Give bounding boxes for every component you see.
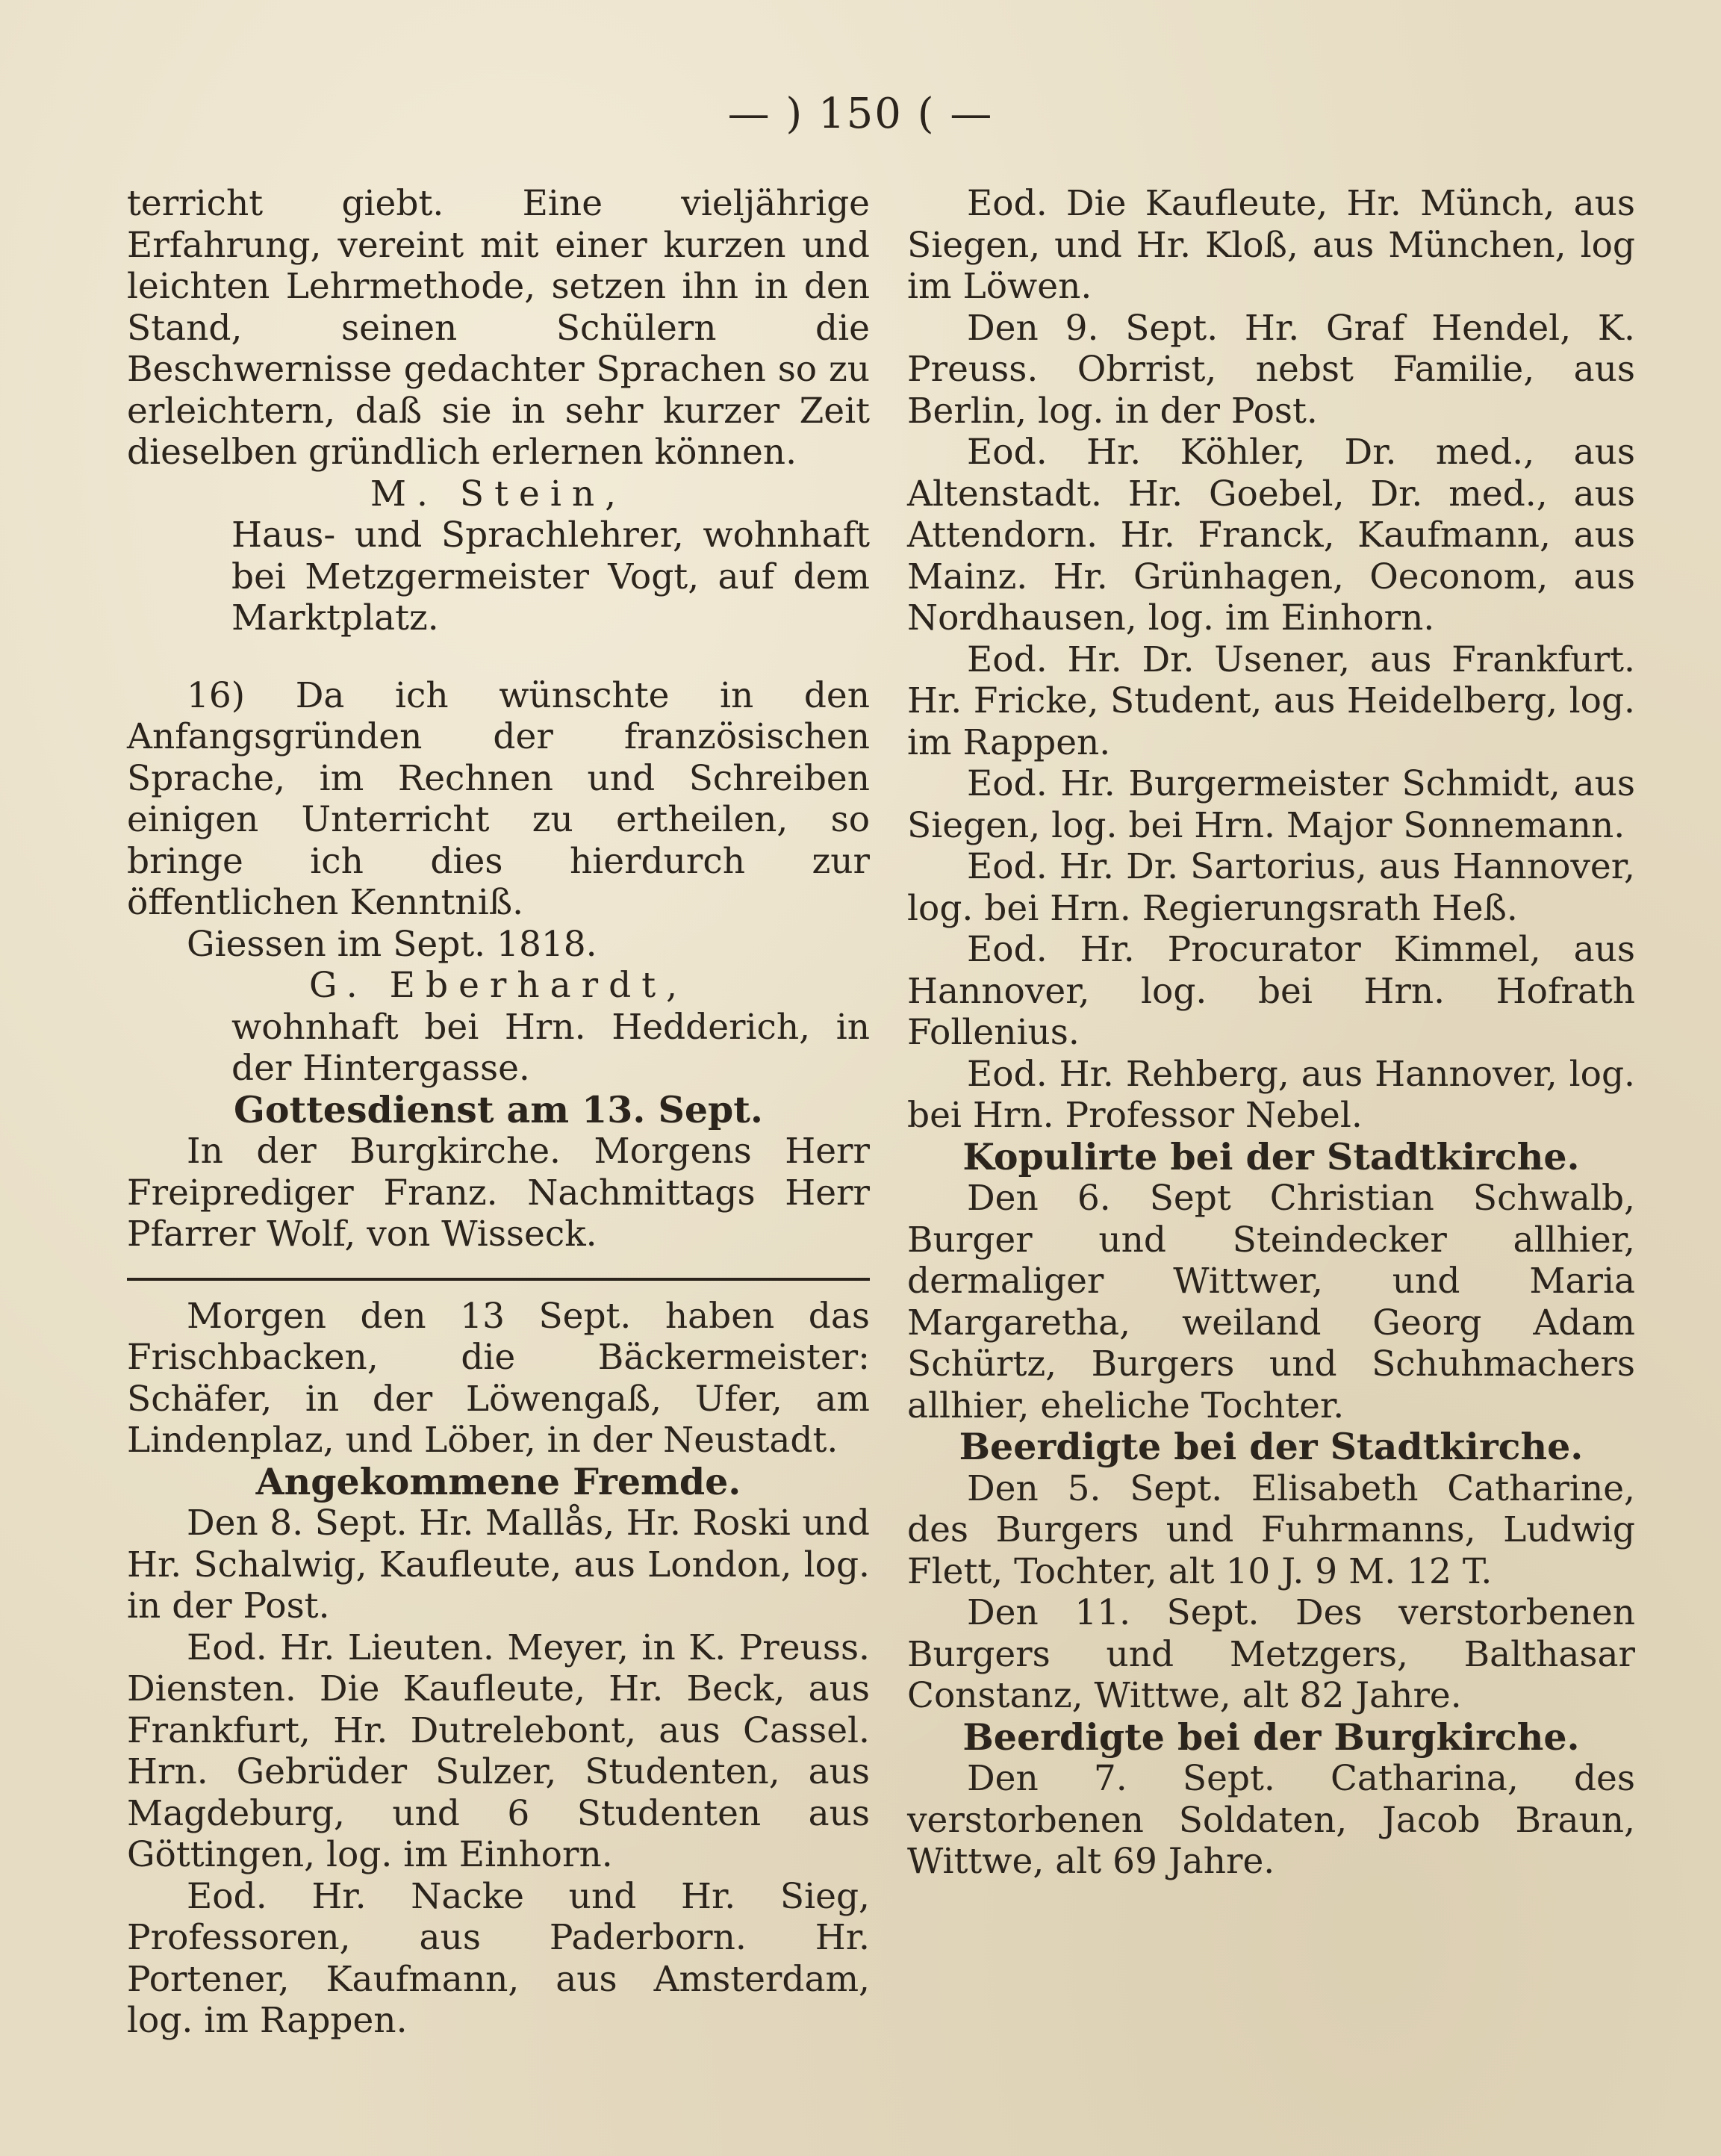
arrival-entry: Den 8. Sept. Hr. Mallås, Hr. Roski und Hr. Schalwig, Kaufleute, aus London, log. in der Post.: [127, 1503, 870, 1627]
tutor-ad-text: terricht giebt. Eine vieljährige Erfahrung, vereint mit einer kurzen und leichten Lehrmethode, setzen ihn in den Stand, seinen Schülern die Beschwernisse gedachter Sprachen so zu erleichtern, daß sie in sehr kurzer Zeit dieselben gründlich erlernen können.: [127, 183, 870, 473]
arrival-entry: Eod. Hr. Nacke und Hr. Sieg, Professoren, aus Paderborn. Hr. Portener, Kaufmann, aus Amsterdam, log. im Rappen.: [127, 1875, 870, 2041]
arrival-entry: Eod. Hr. Köhler, Dr. med., aus Altenstadt. Hr. Goebel, Dr. med., aus Attendorn. Hr. Franck, Kaufmann, aus Mainz. Hr. Grünhagen, Oeconom, aus Nordhausen, log. im Einhorn.: [907, 432, 1635, 639]
arrival-entry: Eod. Hr. Lieuten. Meyer, in K. Preuss. Diensten. Die Kaufleute, Hr. Beck, aus Frankfurt, Hr. Dutrelebont, aus Cassel. Hrn. Gebrüder Sulzer, Studenten, aus Magdeburg, und 6 Studenten aus Göttingen, log. im Einhorn.: [127, 1627, 870, 1875]
notice-16-name: G. Eberhardt,: [308, 965, 688, 1006]
notice-16-place: Giessen im Sept. 1818.: [187, 923, 597, 965]
notice-16-address: wohnhaft bei Hrn. Hedderich, in der Hintergasse.: [231, 1006, 870, 1089]
burial-entry: Den 7. Sept. Catharina, des verstorbenen Soldaten, Jacob Braun, Wittwe, alt 69 Jahre.: [907, 1758, 1635, 1882]
tutor-role: Haus- und Sprachlehrer, wohnhaft bei Metzgermeister Vogt, auf dem Marktplatz.: [231, 515, 870, 639]
bakers-notice: Morgen den 13 Sept. haben das Frischbacken, die Bäckermeister: Schäfer, in der Löwengaß, Ufer, am Lindenplaz, und Löber, in der Neustadt.: [127, 1295, 870, 1461]
tutor-name: M. Stein,: [370, 473, 627, 515]
arrivals-heading: Angekommene Fremde.: [255, 1459, 741, 1503]
arrival-entry: Eod. Hr. Rehberg, aus Hannover, log. bei Hrn. Professor Nebel.: [907, 1053, 1635, 1136]
divider-rule: [127, 1278, 870, 1281]
notice-16: 16) Da ich wünschte in den Anfangsgründen der französischen Sprache, im Rechnen und Schreiben einigen Unterricht zu ertheilen, so bringe ich dies hierdurch zur öffentlichen Kenntniß.: [127, 674, 870, 923]
marriage-heading: Kopulirte bei der Stadtkirche.: [962, 1134, 1580, 1178]
left-column: [127, 183, 870, 2042]
burial-burgkirche-heading: Beerdigte bei der Burgkirche.: [962, 1715, 1580, 1759]
arrival-entry: Eod. Hr. Procurator Kimmel, aus Hannover, log. bei Hrn. Hofrath Follenius.: [907, 929, 1635, 1053]
arrival-entry: Den 9. Sept. Hr. Graf Hendel, K. Preuss. Obrrist, nebst Familie, aus Berlin, log. in der Post.: [907, 307, 1635, 432]
arrival-entry: Eod. Hr. Dr. Usener, aus Frankfurt. Hr. Fricke, Student, aus Heidelberg, log. im Rappen.: [907, 639, 1635, 763]
arrival-entry: Eod. Die Kaufleute, Hr. Münch, aus Siegen, und Hr. Kloß, aus München, log im Löwen.: [907, 183, 1635, 307]
page-number: — ) 150 ( —: [727, 90, 994, 138]
arrival-entry: Eod. Hr. Dr. Sartorius, aus Hannover, log. bei Hrn. Regierungsrath Heß.: [907, 846, 1635, 929]
right-column: [907, 183, 1635, 1883]
service-heading: Gottesdienst am 13. Sept.: [234, 1087, 763, 1131]
marriage-entry: Den 6. Sept Christian Schwalb, Burger und Steindecker allhier, dermaliger Wittwer, und Maria Margaretha, weiland Georg Adam Schürtz, Burgers und Schuhmachers allhier, eheliche Tochter.: [907, 1178, 1635, 1426]
service-text: In der Burgkirche. Morgens Herr Freiprediger Franz. Nachmittags Herr Pfarrer Wolf, von Wisseck.: [127, 1131, 870, 1255]
burial-stadtkirche-heading: Beerdigte bei der Stadtkirche.: [959, 1425, 1584, 1468]
burial-entry: Den 5. Sept. Elisabeth Catharine, des Burgers und Fuhrmanns, Ludwig Flett, Tochter, alt 10 J. 9 M. 12 T.: [907, 1467, 1635, 1592]
arrival-entry: Eod. Hr. Burgermeister Schmidt, aus Siegen, log. bei Hrn. Major Sonnemann.: [907, 763, 1635, 846]
burial-entry: Den 11. Sept. Des verstorbenen Burgers und Metzgers, Balthasar Constanz, Wittwe, alt 82 Jahre.: [907, 1592, 1635, 1716]
